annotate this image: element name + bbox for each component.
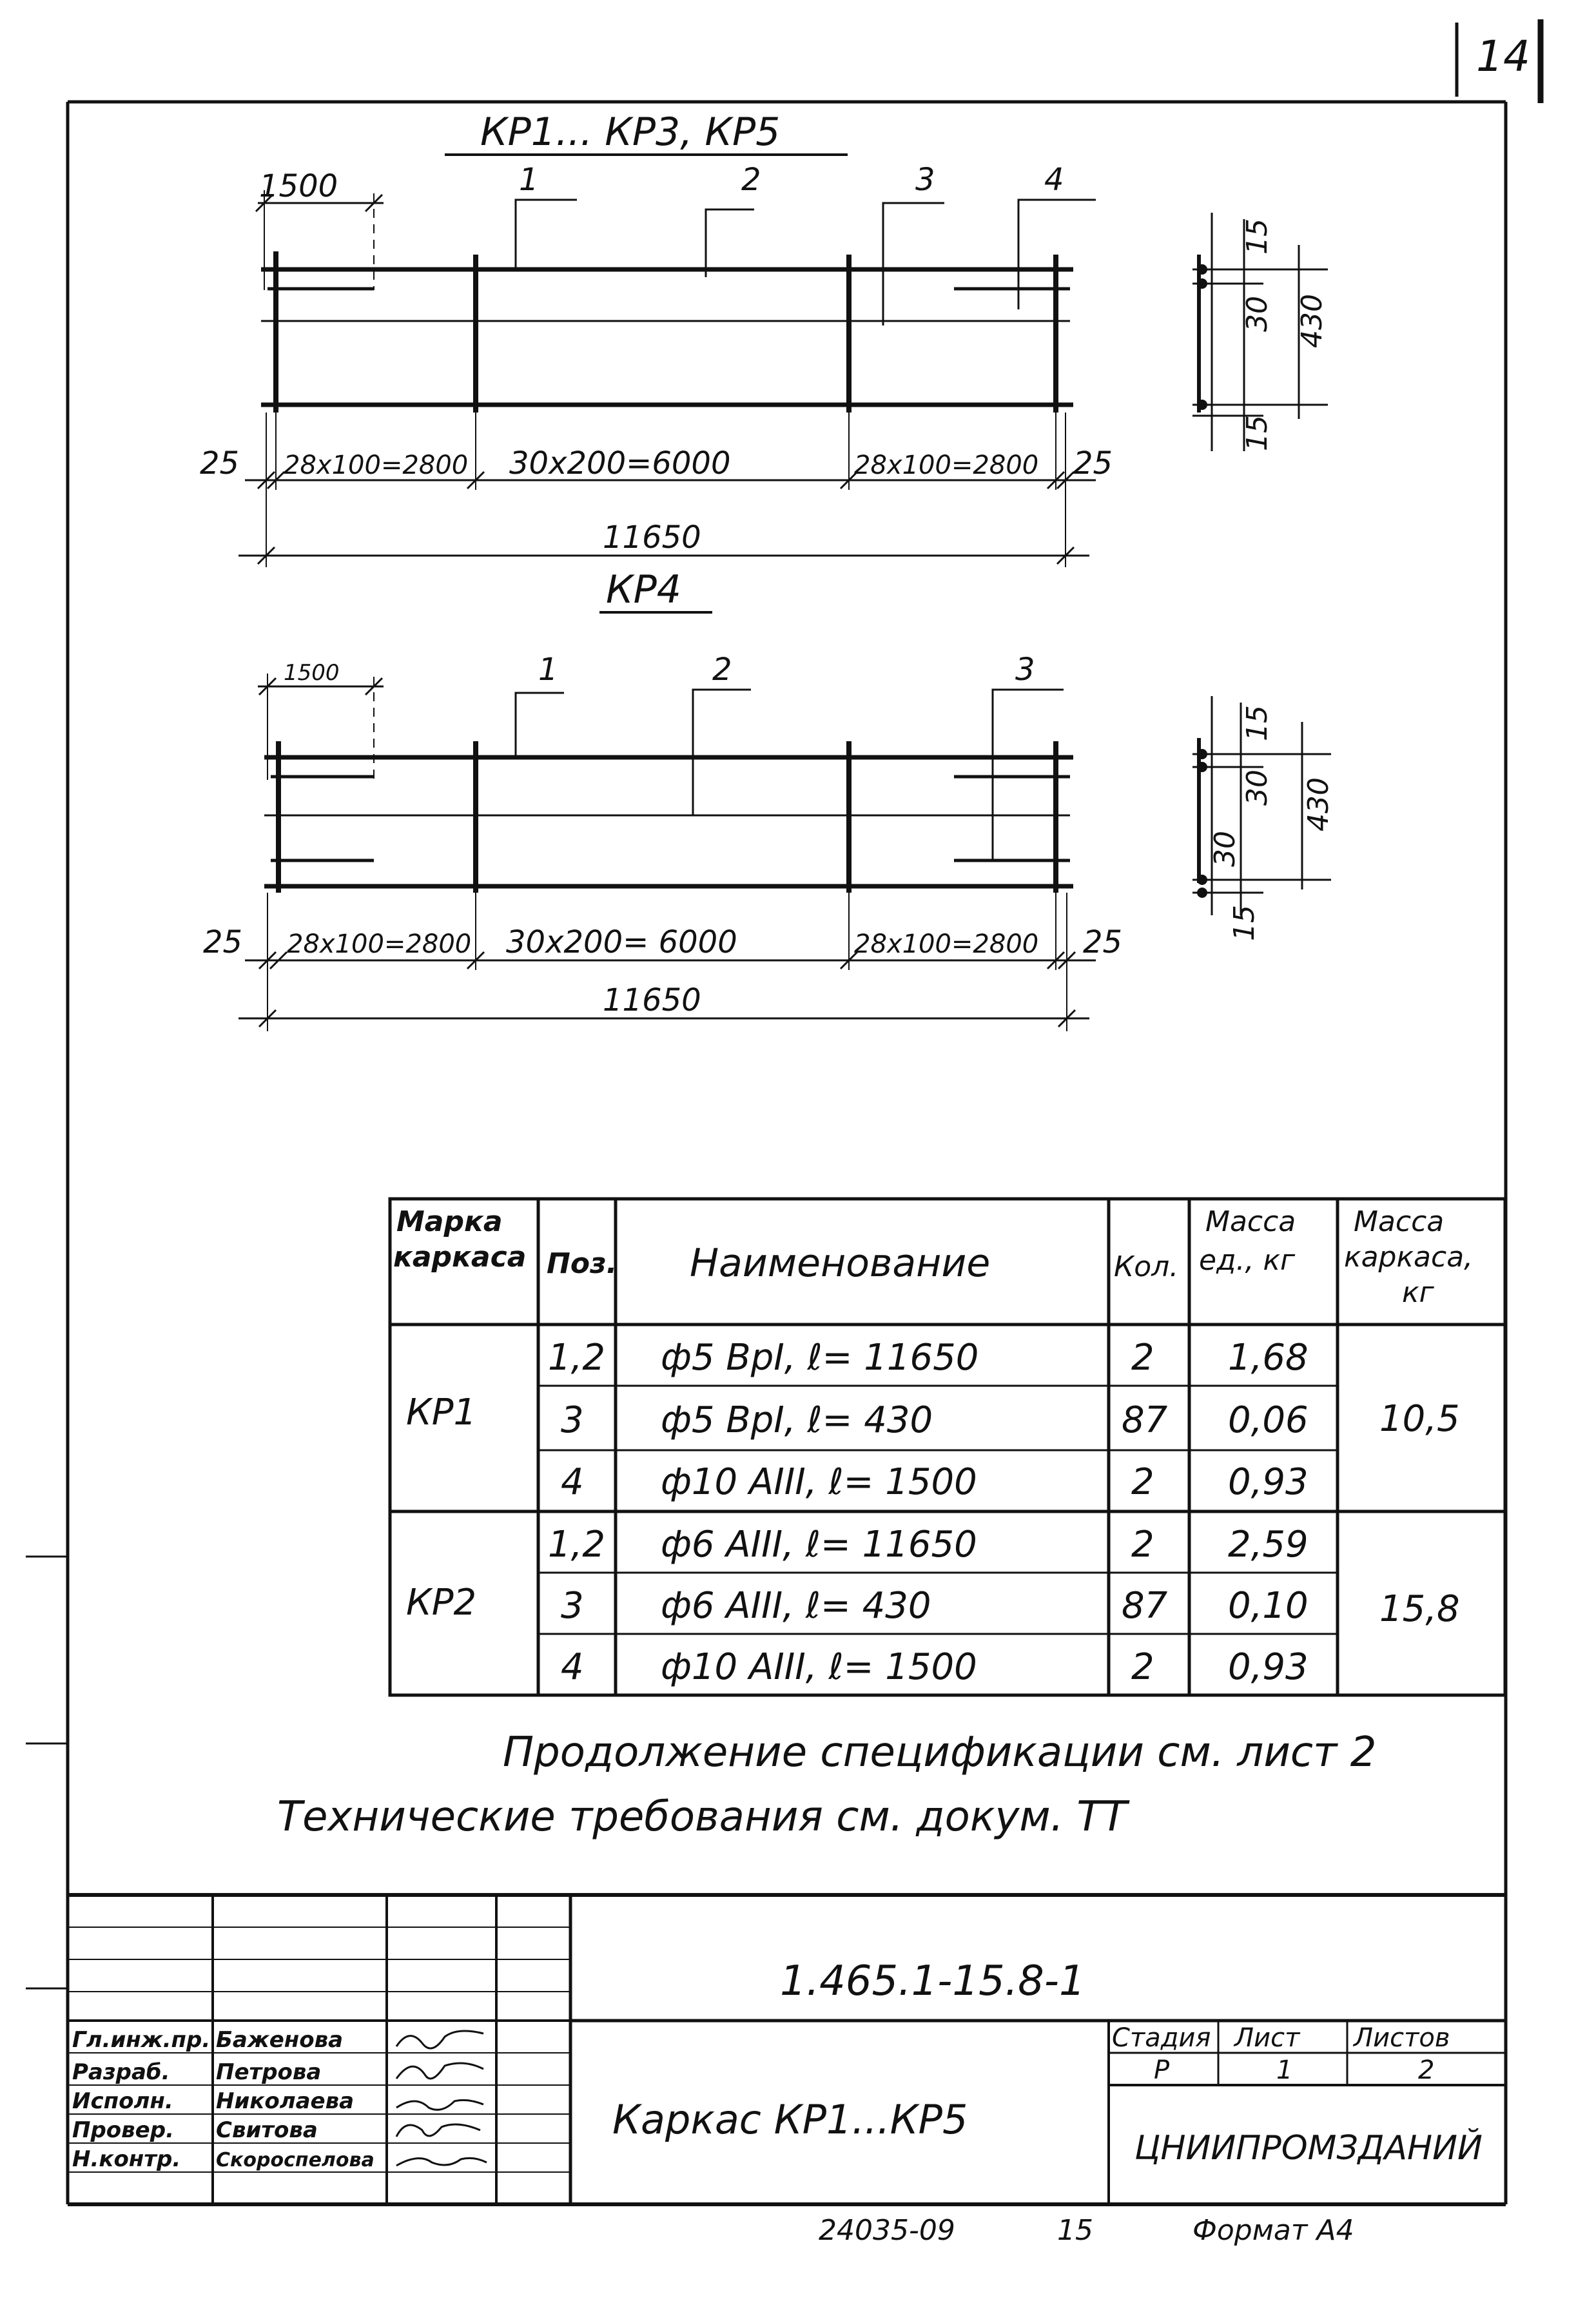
svg-text:1500: 1500: [284, 660, 340, 686]
table-row: [561, 1646, 1309, 1688]
svg-text:1: 1: [538, 652, 558, 688]
svg-text:4: 4: [1044, 162, 1064, 198]
svg-text:4: 4: [561, 1646, 584, 1688]
svg-text:1500: 1500: [259, 168, 338, 204]
header-mark: каркаса: [393, 1241, 527, 1274]
svg-text:15: 15: [1228, 905, 1261, 941]
role-cell: Разраб.: [72, 2059, 170, 2085]
svg-text:2: 2: [1131, 1461, 1154, 1503]
table-row: [561, 1461, 1309, 1503]
format-label: Формат А4: [1192, 2214, 1354, 2247]
svg-text:30x200=6000: 30x200=6000: [509, 445, 731, 481]
svg-text:ф10 АIII, ℓ= 1500: ф10 АIII, ℓ= 1500: [661, 1646, 977, 1688]
svg-text:3: 3: [561, 1399, 584, 1441]
svg-text:15: 15: [1241, 218, 1274, 255]
svg-text:2: 2: [741, 162, 761, 198]
svg-text:0,10: 0,10: [1228, 1585, 1309, 1627]
inventory-number: 24035-09: [819, 2214, 955, 2247]
svg-text:1,68: 1,68: [1228, 1337, 1309, 1379]
header-mark: Марка: [396, 1205, 503, 1238]
svg-text:2: 2: [712, 652, 732, 688]
svg-text:15: 15: [1241, 705, 1274, 741]
header-pos: Поз.: [547, 1247, 618, 1280]
svg-text:ф10 АIII, ℓ= 1500: ф10 АIII, ℓ= 1500: [661, 1461, 977, 1503]
role-cell: Исполн.: [72, 2088, 173, 2114]
name-cell: Николаева: [216, 2088, 355, 2114]
role-cell: Гл.инж.пр.: [72, 2027, 211, 2053]
svg-text:30x200= 6000: 30x200= 6000: [506, 924, 737, 960]
frame-mass-cell: 15,8: [1379, 1588, 1460, 1630]
spec-table: [390, 1199, 1505, 1695]
name-cell: Петрова: [216, 2059, 322, 2085]
group-kr1: [406, 1337, 1460, 1503]
svg-text:3: 3: [1015, 652, 1035, 688]
svg-text:30: 30: [1241, 296, 1274, 332]
signatures: [396, 2031, 487, 2166]
svg-text:15: 15: [1241, 415, 1274, 451]
table-row: [561, 1585, 1309, 1627]
svg-text:25: 25: [203, 924, 243, 960]
header-frame-mass: каркаса,: [1344, 1241, 1474, 1274]
svg-text:87: 87: [1122, 1585, 1168, 1627]
header-unit-mass: ед., кг: [1199, 1244, 1296, 1277]
view-kr1-kr5: [200, 110, 1328, 567]
svg-text:2: 2: [1131, 1337, 1154, 1379]
mark-cell: КР2: [406, 1582, 477, 1624]
note-requirements: Технические требования см. докум. ТТ: [277, 1793, 1127, 1841]
svg-text:1,2: 1,2: [548, 1524, 606, 1566]
svg-text:3: 3: [561, 1585, 584, 1627]
role-cell: Н.контр.: [72, 2146, 181, 2172]
svg-text:430: 430: [1302, 777, 1335, 831]
name-cell: Баженова: [216, 2027, 344, 2053]
svg-text:ф5 ВрI, ℓ= 11650: ф5 ВрI, ℓ= 11650: [661, 1337, 979, 1379]
svg-text:28x100=2800: 28x100=2800: [854, 929, 1039, 959]
sheets-value: 2: [1418, 2055, 1435, 2085]
doc-code: 1.465.1-15.8-1: [780, 1957, 1085, 2005]
svg-text:30: 30: [1209, 831, 1241, 867]
header-frame-mass: кг: [1402, 1276, 1434, 1309]
sheet-label: Лист: [1234, 2023, 1300, 2053]
table-row: [561, 1399, 1309, 1441]
stage-value: Р: [1154, 2055, 1170, 2085]
svg-text:11650: 11650: [603, 982, 701, 1018]
svg-text:25: 25: [1083, 924, 1123, 960]
group-kr2: [406, 1524, 1460, 1688]
organization: ЦНИИПРОМЗДАНИЙ: [1134, 2129, 1483, 2168]
svg-text:430: 430: [1296, 294, 1328, 348]
drawing-title: Каркас КР1...КР5: [612, 2096, 968, 2143]
svg-text:ф5 ВрI, ℓ= 430: ф5 ВрI, ℓ= 430: [661, 1399, 933, 1441]
view-kr4: [203, 567, 1335, 1031]
note-continuation: Продолжение спецификации см. лист 2: [503, 1729, 1377, 1776]
name-cell: Свитова: [216, 2117, 318, 2143]
svg-text:25: 25: [200, 445, 240, 481]
header-qty: Кол.: [1114, 1250, 1179, 1283]
footer: [819, 2214, 1354, 2247]
svg-text:30: 30: [1241, 770, 1274, 806]
svg-text:2: 2: [1131, 1524, 1154, 1566]
svg-text:0,06: 0,06: [1228, 1399, 1309, 1441]
frame-mass-cell: 10,5: [1379, 1398, 1460, 1440]
svg-text:0,93: 0,93: [1228, 1646, 1309, 1688]
svg-text:4: 4: [561, 1461, 584, 1503]
svg-text:3: 3: [915, 162, 935, 198]
table-row: [548, 1524, 1309, 1566]
svg-text:25: 25: [1073, 445, 1113, 481]
svg-text:11650: 11650: [603, 519, 701, 556]
view-title: КР1... КР3, КР5: [480, 110, 781, 155]
page-number: 14: [1476, 32, 1530, 81]
stage-label: Стадия: [1112, 2023, 1211, 2053]
table-row: [548, 1337, 1309, 1379]
svg-text:87: 87: [1122, 1399, 1168, 1441]
header-name: Наименование: [690, 1241, 991, 1286]
svg-text:1,2: 1,2: [548, 1337, 606, 1379]
svg-text:1: 1: [519, 162, 539, 198]
svg-text:2: 2: [1131, 1646, 1154, 1688]
role-cell: Провер.: [72, 2117, 174, 2143]
header-frame-mass: Масса: [1354, 1205, 1445, 1238]
svg-text:ф6 АIII, ℓ= 11650: ф6 АIII, ℓ= 11650: [661, 1524, 977, 1566]
title-block: [68, 1895, 1506, 2204]
header-unit-mass: Масса: [1205, 1205, 1296, 1238]
sheets-label: Листов: [1354, 2023, 1450, 2053]
mark-cell: КР1: [406, 1392, 477, 1433]
svg-text:28x100=2800: 28x100=2800: [854, 451, 1039, 480]
svg-text:2,59: 2,59: [1228, 1524, 1309, 1566]
svg-text:28x100=2800: 28x100=2800: [284, 451, 469, 480]
svg-text:28x100=2800: 28x100=2800: [287, 929, 472, 959]
sheet-value: 1: [1276, 2055, 1293, 2085]
footer-number: 15: [1057, 2214, 1093, 2247]
view-title: КР4: [606, 567, 681, 612]
svg-text:0,93: 0,93: [1228, 1461, 1309, 1503]
name-cell: Скороспелова: [216, 2149, 375, 2171]
svg-text:ф6 АIII, ℓ= 430: ф6 АIII, ℓ= 430: [661, 1585, 931, 1627]
